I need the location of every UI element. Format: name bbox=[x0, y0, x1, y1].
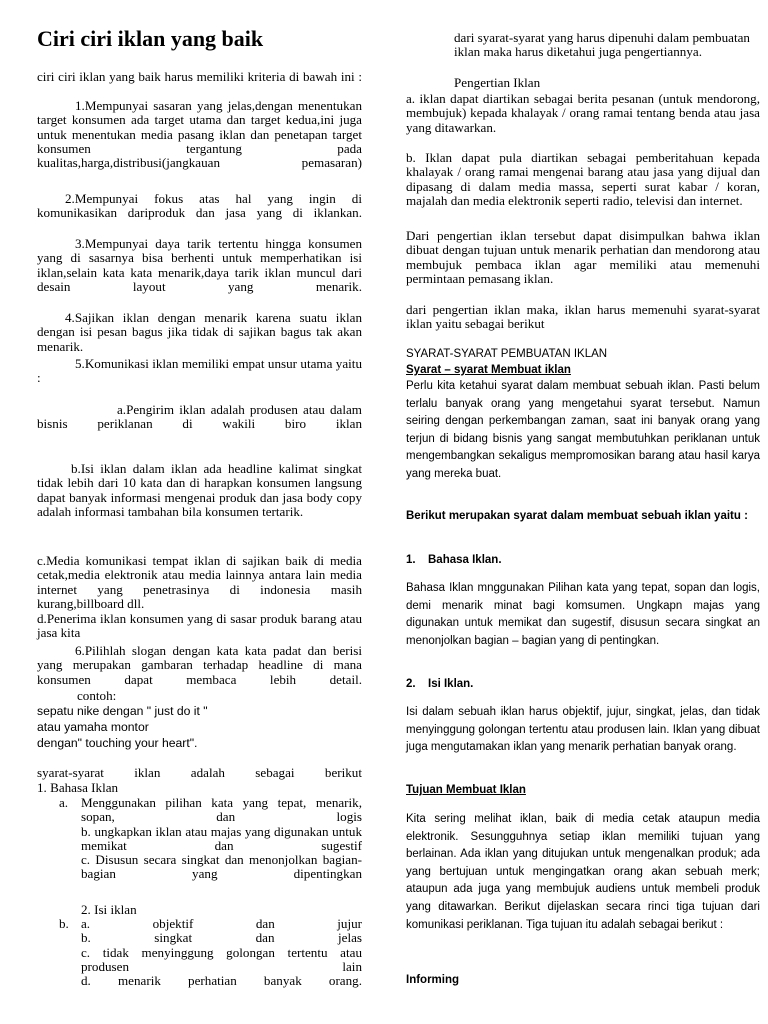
criteria-2: 2.Mempunyai fokus atas hal yang ingin di komunikasikan dariproduk dan jasa yang di iklankan. bbox=[37, 191, 362, 221]
pengertian-heading: Pengertian Iklan bbox=[454, 75, 541, 90]
item-1-number: 1. bbox=[406, 554, 416, 566]
list-label-b: b. bbox=[59, 916, 69, 931]
example-1: sepatu nike dengan " just do it " bbox=[37, 704, 208, 718]
criteria-5: 5.Komunikasi iklan memiliki empat unsur utama yaitu : bbox=[37, 356, 362, 386]
contoh-label: contoh: bbox=[77, 688, 117, 703]
criteria-3: 3.Mempunyai daya tarik tertentu hingga konsumen yang di sasarnya bisa berhenti untuk memperhatikan isi iklan,selain kata kata menarik,daya tarik iklan muncul dari desain layout yang menarik. bbox=[37, 236, 362, 294]
bahasa-item-c: c. Disusun secara singkat dan menonjolkan bagian-bagian yang dipentingkan bbox=[81, 852, 362, 882]
berikut-paragraph: Berikut merupakan syarat dalam membuat sebuah iklan yaitu : bbox=[406, 510, 748, 522]
criteria-1: 1.Mempunyai sasaran yang jelas,dengan menentukan target konsumen ada target utama dan target kedua,ini juga untuk menentukan media pasang iklan dan penetapan target konsumen tergantung pada kualitas,harga,distribusi(jangkauan pemasaran) bbox=[37, 98, 362, 171]
item-2-heading bbox=[406, 676, 760, 694]
criteria-4: 4.Sajikan iklan dengan menarik karena suatu iklan dengan isi pesan bagus jika tidak di sajikan bagus tak akan menarik. bbox=[37, 310, 362, 354]
element-d: d.Penerima iklan konsumen yang di sasar produk barang atau jasa kita bbox=[37, 611, 362, 641]
isi-list bbox=[59, 917, 362, 988]
isi-item-b: b. singkat dan jelas bbox=[81, 930, 362, 946]
element-b: b.Isi iklan dalam iklan ada headline kalimat singkat tidak lebih dari 10 kata dan di harapkan konsumen langsung dapat banyak informasi mengenai produk dan jasa body copy adalah informasi tambahan bila konsumen tertarik. bbox=[37, 461, 362, 519]
bahasa-list bbox=[59, 796, 362, 882]
syarat-intro: syarat-syarat iklan adalah sebagai berikut bbox=[37, 765, 362, 780]
example-3: dengan" touching your heart". bbox=[37, 736, 198, 750]
definition-b: b. Iklan dapat pula diartikan sebagai pemberitahuan kepada khalayak / orang ramai mengenai barang atau jasa yang dijual dan dipasang di dalam media massa, seperti surat kabar / koran, majalah dan media elektronik seperti radio, televisi dan internet. bbox=[406, 150, 760, 208]
definition-a: a. iklan dapat diartikan sebagai berita pesanan (untuk mendorong, membujuk) kepada khalayak / orang ramai tentang benda atau jasa yang ditawarkan. bbox=[406, 91, 760, 135]
tujuan-paragraph: Kita sering melihat iklan, baik di media cetak ataupun media elektronik. Sesungguhnya setiap iklan memiliki tujuan yang berlainan. Ada iklan yang ditujukan untuk mengenalkan produk; ada yang bertujuan untuk mengingatkan orang akan sebuah merk; ataupun ada juga yang membujuk audiens untuk membeli produk yang ditawarkan. Berikut dijelaskan secara rinci tiga tujuan dari komunikasi periklanan. Tiga tujuan itu adalah sebagai berikut : bbox=[406, 813, 760, 931]
top-continuation: dari syarat-syarat yang harus dipenuhi dalam pembuatan iklan maka harus diketahui juga pengertiannya. bbox=[454, 30, 750, 60]
isi-item-a: a. objektif dan jujur bbox=[81, 916, 362, 931]
conclusion-2: dari pengertian iklan maka, iklan harus memenuhi syarat-syarat iklan yaitu sebagai berikut bbox=[406, 302, 760, 332]
item-2-number: 2. bbox=[406, 678, 416, 690]
isi-heading: 2. Isi iklan bbox=[81, 902, 137, 917]
conclusion-paragraph: Dari pengertian iklan tersebut dapat disimpulkan bahwa iklan dibuat dengan tujuan untuk menarik perhatian dan mendorong atau membujuk pembaca iklan agar memiliki atau memenuhi permintaan pemasang iklan. bbox=[406, 228, 760, 286]
tujuan-heading: Tujuan Membuat Iklan bbox=[406, 784, 526, 796]
subheading: Syarat – syarat Membuat iklan bbox=[406, 364, 571, 376]
intro-paragraph: ciri ciri iklan yang baik harus memiliki kriteria di bawah ini : bbox=[37, 69, 362, 84]
page-title: Ciri ciri iklan yang baik bbox=[37, 26, 264, 51]
isi-item-c: c. tidak menyinggung golongan tertentu atau produsen lain bbox=[81, 944, 362, 974]
item-2-title: Isi Iklan. bbox=[428, 678, 474, 690]
isi-item-d: d. menarik perhatian banyak orang. bbox=[81, 973, 362, 989]
element-c: c.Media komunikasi tempat iklan di sajikan baik di media cetak,media elektronik atau media lainnya antara lain media internet yang penetrasinya di indonesia masih kurang,billboard dll. bbox=[37, 553, 362, 611]
example-2: atau yamaha montor bbox=[37, 720, 149, 734]
item-1-heading bbox=[406, 552, 760, 570]
element-a: a.Pengirim iklan adalah produsen atau dalam bisnis periklanan di wakili biro iklan bbox=[37, 402, 362, 432]
criteria-6: 6.Pilihlah slogan dengan kata kata padat dan berisi yang merupakan gambaran terhadap headline di mana konsumen dapat membaca lebih detail. bbox=[37, 643, 362, 687]
item-1-title: Bahasa Iklan. bbox=[428, 554, 502, 566]
bahasa-item-b: b. ungkapkan iklan atau majas yang digunakan untuk memikat dan sugestif bbox=[81, 823, 362, 853]
section-heading: SYARAT-SYARAT PEMBUATAN IKLAN bbox=[406, 348, 608, 360]
item-2-text: Isi dalam sebuah iklan harus objektif, jujur, singkat, jelas, dan tidak menyinggung golongan tertentu atau produsen lain. Iklan yang dibuat juga mengutamakan iklan yang menarik perhatian banyak orang. bbox=[406, 706, 760, 754]
item-1-text: Bahasa Iklan mnggunakan Pilihan kata yang tepat, sopan dan logis, demi menarik minat bagi komsumen. Ungkapn majas yang digunakan untuk memikat dan sugestif, disusun secara singkat an menonjolkan bagian – bagian yang di pentingkan. bbox=[406, 582, 760, 647]
bahasa-heading: 1. Bahasa Iklan bbox=[37, 780, 119, 795]
list-label-a: a. bbox=[59, 795, 69, 810]
informing-heading: Informing bbox=[406, 974, 460, 986]
syarat-paragraph: Perlu kita ketahui syarat dalam membuat sebuah iklan. Pasti belum terlalu banyak orang yang mengetahui syarat tersebut. Namun seiring dengan perkembangan zaman, saat ini banyak orang yang terjun di bidang bisnis yang sangat membutuhkan periklanan untuk mengembangkan sekaligus mempromosikan barang atau hasil karya yang mereka buat. bbox=[406, 380, 760, 480]
bahasa-item-a: Menggunakan pilihan kata yang tepat, menarik, sopan, dan logis bbox=[81, 795, 362, 825]
